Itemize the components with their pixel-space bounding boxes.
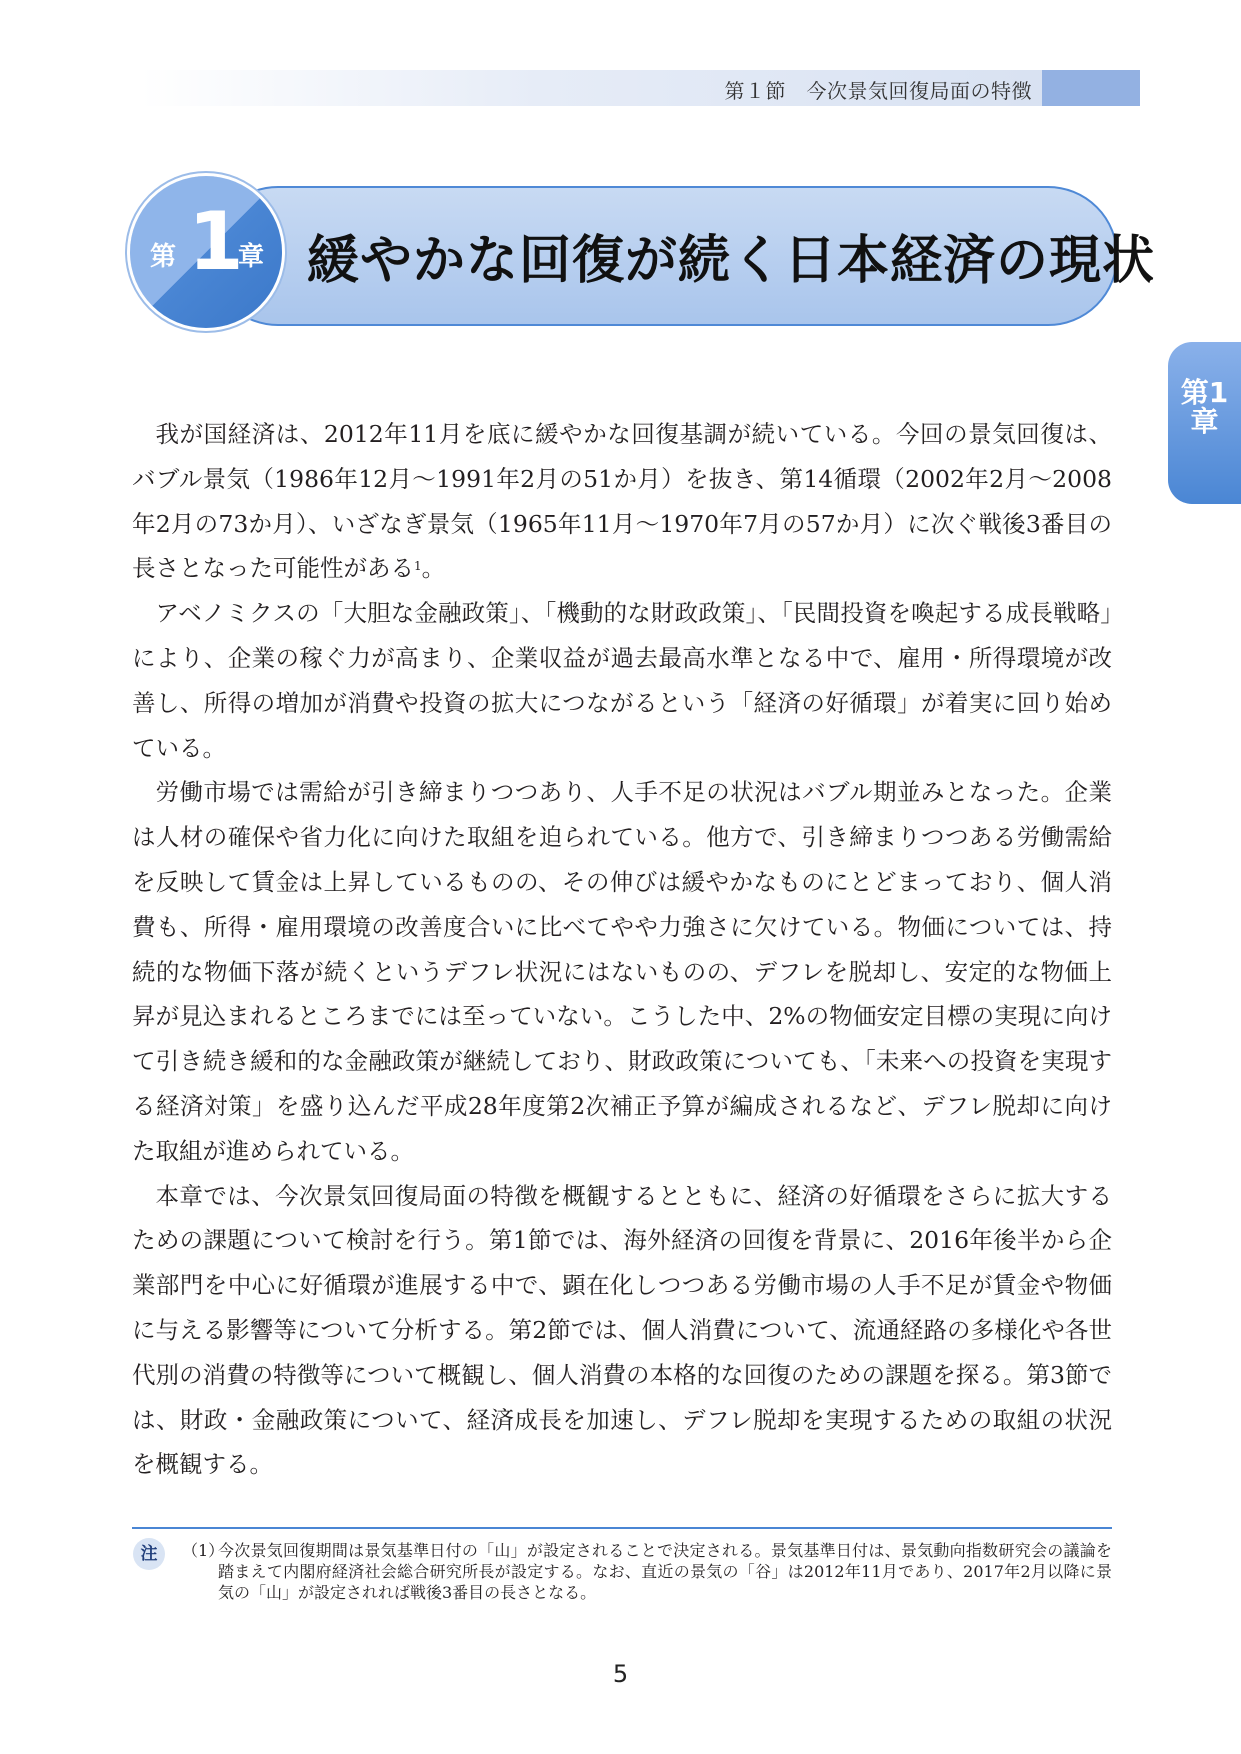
footnote-ref[interactable]: 1 [414,559,422,574]
chapter-badge-suffix: 章 [238,242,265,272]
paragraph-1-text: 我が国経済は、2012年11月を底に緩やかな回復基調が続いている。今回の景気回復は、バブル景気（1986年12月～1991年2月の51か月）を抜き、第14循環（2002年2月～2008年2月の73か月）、いざなぎ景気（1965年11月～1970年7月の57か月）に次ぐ戦後3番目の長さとなった可能性がある [132,420,1112,583]
body-text [132,412,1112,1487]
note-label: 注 [133,1538,165,1570]
side-chapter-tab-label: 第1章 [1180,376,1229,439]
page-number: 5 [612,1660,629,1688]
note-divider [132,1527,1112,1529]
paragraph-1 [132,412,1112,591]
side-chapter-tab[interactable] [1168,342,1241,504]
chapter-badge-prefix: 第 [150,242,177,272]
running-header-title: 第１節 今次景気回復局面の特徴 [724,79,1032,103]
paragraph-1-end: 。 [421,554,446,583]
note-text: 今次景気回復期間は景気基準日付の「山」が設定されることで決定される。景気基準日付は、景気動向指数研究会の議論を踏まえて内閣府経済社会総合研究所長が設定する。なお、直近の景気の「谷」は2012年11月であり、2017年2月以降に景気の「山」が設定されれば戦後3番目の長さとなる。 [218,1541,1112,1602]
chapter-badge [130,176,282,328]
chapter-badge-number: 1 [188,195,244,288]
running-header-block [1042,70,1140,106]
running-header [140,70,1140,106]
chapter-title: 緩やかな回復が続く日本経済の現状 [307,231,1156,291]
paragraph-2: アベノミクスの「大胆な金融政策」、「機動的な財政政策」、「民間投資を喚起する成長戦略」により、企業の稼ぐ力が高まり、企業収益が過去最高水準となる中で、雇用・所得環境が改善し、所得の増加が消費や投資の拡大につながるという「経済の好循環」が着実に回り始めている。 [132,599,1112,762]
paragraph-3: 労働市場では需給が引き締まりつつあり、人手不足の状況はバブル期並みとなった。企業は人材の確保や省力化に向けた取組を迫られている。他方で、引き締まりつつある労働需給を反映して賃金は上昇しているものの、その伸びは緩やかなものにとどまっており、個人消費も、所得・雇用環境の改善度合いに比べてやや力強さに欠けている。物価については、持続的な物価下落が続くというデフレ状況にはないものの、デフレを脱却し、安定的な物価上昇が見込まれるところまでには至っていない。こうした中、2%の物価安定目標の実現に向けて引き続き緩和的な金融政策が継続しており、財政政策についても、「未来への投資を実現する経済対策」を盛り込んだ平成28年度第2次補正予算が編成されるなど、デフレ脱却に向けた取組が進められている。 [132,778,1112,1165]
paragraph-4: 本章では、今次景気回復局面の特徴を概観するとともに、経済の好循環をさらに拡大するための課題について検討を行う。第1節では、海外経済の回復を背景に、2016年後半から企業部門を中心に好循環が進展する中で、顕在化しつつある労働市場の人手不足が賃金や物価に与える影響等について分析する。第2節では、個人消費について、流通経路の多様化や各世代別の消費の特徴等について概観し、個人消費の本格的な回復のための課題を探る。第3節では、財政・金融政策について、経済成長を加速し、デフレ脱却を実現するための取組の状況を概観する。 [132,1181,1112,1479]
note-number: （1） [182,1541,225,1560]
